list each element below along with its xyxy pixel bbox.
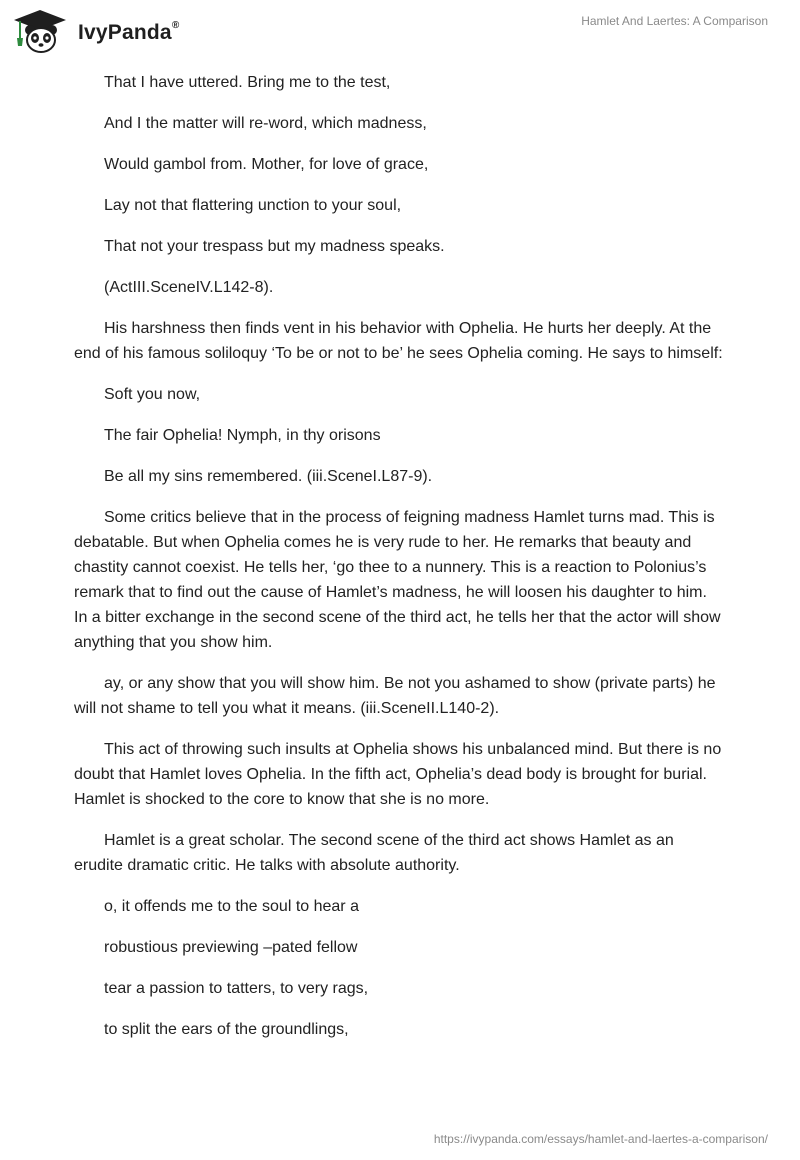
source-url[interactable]: https://ivypanda.com/essays/hamlet-and-laertes-a-comparison/	[433, 1132, 768, 1146]
body-paragraph: His harshness then finds vent in his behavior with Ophelia. He hurts her deeply. At the end of his famous soliloquy ‘To be or not to be’ he sees Ophelia coming. He says to himself:	[74, 320, 723, 362]
verse-line: tear a passion to tatters, to very rags,	[104, 980, 369, 997]
verse-line: That not your trespass but my madness speaks.	[104, 238, 445, 255]
body-paragraph: Some critics believe that in the process of feigning madness Hamlet turns mad. This is debatable. But when Ophelia comes he is very rude to her. He remarks that beauty and chastity cannot coexist. He tells her, ‘go thee to a nunnery. This is a reaction to Polonius’s remark that to find out the cause of Hamlet’s madness, he will loosen his daughter to him. In a bitter exchange in the second scene of the third act, he tells her that the actor will show anything that you show him.	[74, 509, 721, 651]
verse-line: And I the matter will re-word, which madness,	[104, 115, 427, 132]
verse-line: That I have uttered. Bring me to the test,	[104, 74, 391, 91]
verse-line: Be all my sins remembered. (iii.SceneI.L87-9).	[104, 468, 433, 485]
brand-name: IvyPanda®	[78, 20, 180, 44]
body-paragraph: This act of throwing such insults at Ophelia shows his unbalanced mind. But there is no doubt that Hamlet loves Ophelia. In the fifth act, Ophelia’s dead body is brought for burial. Hamlet is shocked to the core to know that she is no more.	[74, 741, 722, 808]
body-paragraph: Hamlet is a great scholar. The second scene of the third act shows Hamlet as an erudite dramatic critic. He talks with absolute authority.	[74, 832, 674, 874]
page-header	[0, 0, 800, 60]
verse-line: robustious previewing –pated fellow	[104, 939, 358, 956]
document-title: Hamlet And Laertes: A Comparison	[581, 14, 768, 28]
essay-body	[74, 70, 724, 1042]
registered-mark: ®	[171, 20, 180, 31]
verse-line: The fair Ophelia! Nymph, in thy orisons	[104, 427, 381, 444]
quote-paragraph: ay, or any show that you will show him. Be not you ashamed to show (private parts) he will not shame to tell you what it means. (iii.SceneII.L140-2).	[74, 675, 716, 717]
citation: (ActIII.SceneIV.L142-8).	[104, 279, 274, 296]
verse-line: o, it offends me to the soul to hear a	[104, 898, 359, 915]
verse-line: Soft you now,	[104, 386, 201, 403]
verse-line: to split the ears of the groundlings,	[104, 1021, 349, 1038]
verse-line: Lay not that flattering unction to your soul,	[104, 197, 402, 214]
verse-line: Would gambol from. Mother, for love of grace,	[104, 156, 429, 173]
ivypanda-logo[interactable]	[14, 8, 194, 54]
panda-graduate-icon	[14, 8, 74, 54]
